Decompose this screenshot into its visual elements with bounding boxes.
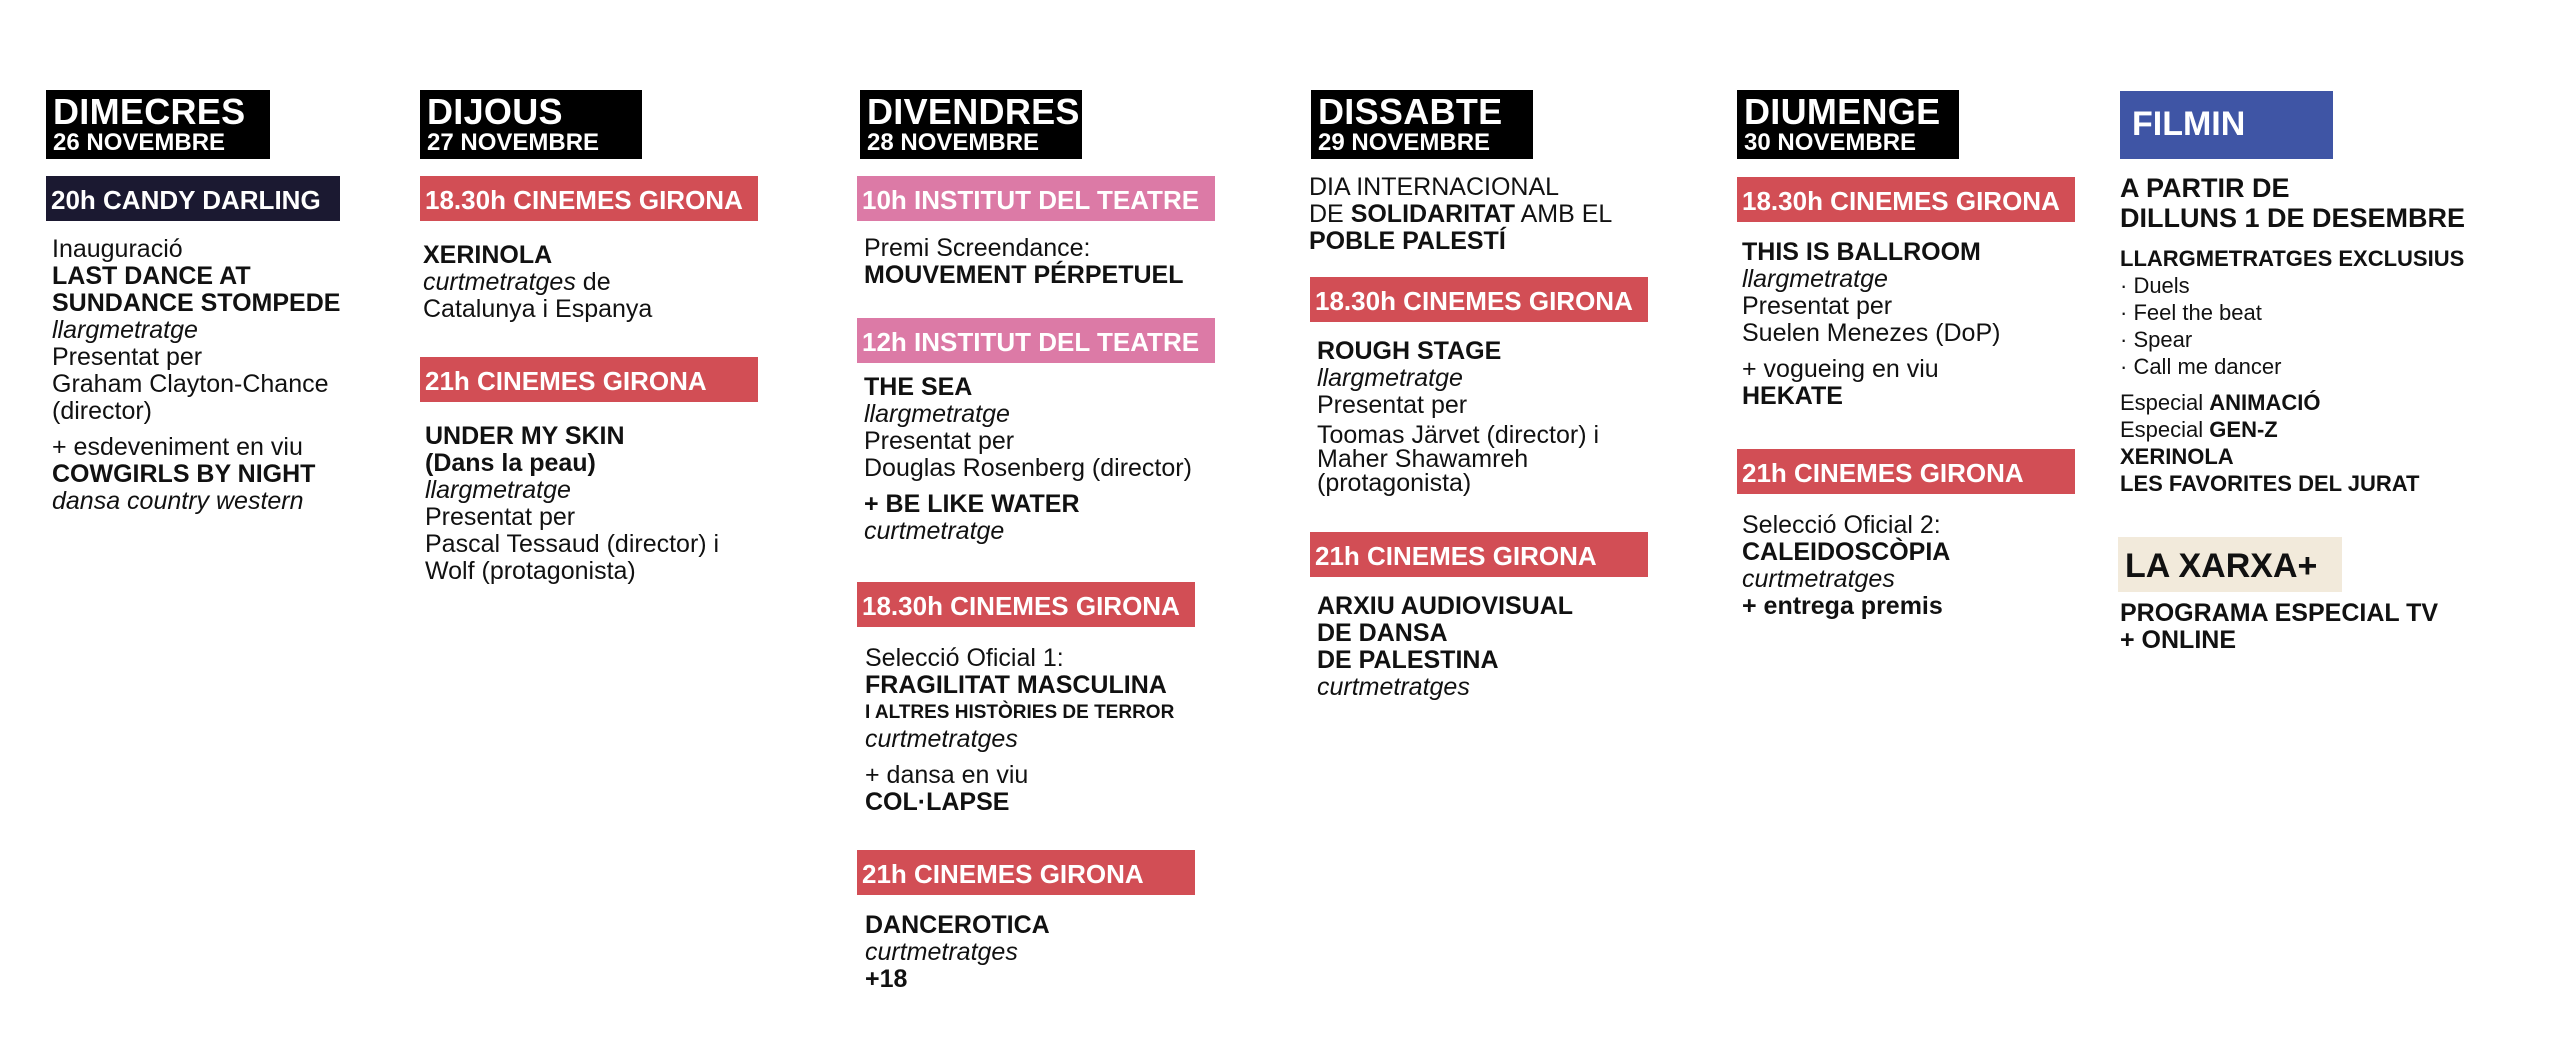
session-time-label: 10h INSTITUT DEL TEATRE	[862, 185, 1200, 215]
detail-line: + esdeveniment en viu	[52, 433, 303, 461]
session-venue-bar	[857, 176, 1215, 221]
film-format: curtmetratges	[865, 725, 1018, 753]
film-title: DANCEROTICA	[865, 911, 1050, 939]
day-date: 27 NOVEMBRE	[427, 129, 600, 156]
film-title: ROUGH STAGE	[1317, 337, 1502, 365]
intro-line: AMB EL	[1515, 200, 1613, 228]
day-name: DISSABTE	[1318, 91, 1503, 132]
filmin-date	[2120, 173, 2465, 233]
day-date: 30 NOVEMBRE	[1744, 129, 1917, 156]
filmin-film-item: · Duels	[2120, 273, 2190, 298]
day-date: 29 NOVEMBRE	[1318, 129, 1491, 156]
xarxa-line: + ONLINE	[2120, 626, 2236, 654]
session-venue-bar	[420, 357, 758, 402]
filmin-special-prefix: Especial	[2120, 390, 2210, 415]
filmin-extra: LES FAVORITES DEL JURAT	[2120, 471, 2420, 496]
intro-line: DIA INTERNACIONAL	[1309, 173, 1560, 201]
detail-line: Presentat per	[52, 343, 203, 371]
film-format: llargmetratge	[425, 476, 571, 504]
session-time-label: 18.30h CINEMES GIRONA	[1315, 286, 1633, 316]
session-details	[1742, 512, 1950, 620]
film-title: LAST DANCE AT	[52, 262, 251, 290]
session-time-label: 20h CANDY DARLING	[51, 185, 321, 215]
day-date: 26 NOVEMBRE	[53, 129, 226, 156]
detail-line: Premi Screendance:	[864, 234, 1091, 262]
session-details	[1317, 593, 1573, 701]
detail-line: Selecció Oficial 2:	[1742, 511, 1941, 539]
session-venue-bar	[857, 582, 1195, 627]
xarxa-details	[2120, 600, 2438, 654]
session-venue-bar	[420, 176, 758, 221]
film-subtitle: I ALTRES HISTÒRIES DE TERROR	[865, 702, 1175, 723]
intro-highlight: POBLE PALESTÍ	[1309, 227, 1506, 255]
film-title: XERINOLA	[423, 241, 553, 269]
detail-line: de	[575, 268, 611, 296]
event-title: HEKATE	[1742, 382, 1843, 410]
film-format: llargmetratge	[52, 316, 198, 344]
detail-line: (director)	[52, 397, 153, 425]
film-title: FRAGILITAT MASCULINA	[865, 671, 1167, 699]
detail-line: Suelen Menezes (DoP)	[1742, 319, 2001, 347]
detail-line: + vogueing en viu	[1742, 355, 1939, 383]
session-time-label: 18.30h CINEMES GIRONA	[1742, 186, 2060, 216]
detail-line: Graham Clayton-Chance	[52, 370, 329, 398]
day-column-dimecres	[46, 90, 270, 159]
session-venue-bar	[1310, 532, 1648, 577]
film-format: curtmetratge	[864, 517, 1005, 545]
session-time-label: 21h CINEMES GIRONA	[425, 366, 707, 396]
filmin-label-text: FILMIN	[2132, 105, 2246, 143]
film-title: (Dans la peau)	[425, 449, 596, 477]
detail-line: Presentat per	[864, 427, 1015, 455]
event-title: COL·LAPSE	[865, 788, 1010, 816]
film-title: THIS IS BALLROOM	[1742, 238, 1981, 266]
film-title: CALEIDOSCÒPIA	[1742, 538, 1951, 566]
day-column-dijous	[420, 90, 642, 159]
session-venue-bar	[857, 850, 1195, 895]
detail-line: + dansa en viu	[865, 761, 1029, 789]
event-title: COWGIRLS BY NIGHT	[52, 460, 316, 488]
film-format: curtmetratges	[1317, 673, 1470, 701]
film-format: llargmetratge	[1742, 265, 1888, 293]
session-time-label: 21h CINEMES GIRONA	[1742, 458, 2024, 488]
session-details	[425, 423, 719, 585]
detail-line: Inauguració	[52, 235, 183, 263]
day-header	[1311, 90, 1533, 159]
session-details	[865, 912, 1050, 993]
day-name: DIJOUS	[427, 91, 563, 132]
film-format: curtmetratges	[423, 268, 576, 296]
detail-line: Douglas Rosenberg (director)	[864, 454, 1192, 482]
session-time-label: 18.30h CINEMES GIRONA	[862, 591, 1180, 621]
detail-line: Pascal Tessaud (director) i	[425, 530, 720, 558]
filmin-extra: XERINOLA	[2120, 444, 2234, 469]
detail-line: Presentat per	[1742, 292, 1893, 320]
intro-line: DE	[1309, 200, 1351, 228]
detail-line: Catalunya i Espanya	[423, 295, 653, 323]
xarxa-label-text: LA XARXA+	[2125, 547, 2318, 585]
filmin-film-item: · Call me dancer	[2120, 354, 2282, 379]
session-details	[864, 235, 1183, 289]
session-details	[864, 374, 1192, 545]
intro-highlight: SOLIDARITAT	[1350, 200, 1516, 228]
film-format: curtmetratges	[1742, 565, 1895, 593]
day-header	[860, 90, 1082, 159]
film-format: llargmetratge	[864, 400, 1010, 428]
day-column-divendres	[860, 90, 1082, 159]
filmin-details	[2120, 245, 2464, 497]
film-title: DE PALESTINA	[1317, 646, 1499, 674]
film-title: DE DANSA	[1317, 619, 1448, 647]
event-title: + entrega premis	[1742, 592, 1943, 620]
filmin-film-item: · Feel the beat	[2120, 300, 2262, 325]
session-details	[52, 236, 340, 515]
age-rating: +18	[865, 965, 908, 993]
detail-line: Maher Shawamreh	[1317, 445, 1529, 473]
day-name: DIMECRES	[53, 91, 246, 132]
filmin-label	[2120, 91, 2333, 159]
filmin-special-prefix: Especial	[2120, 417, 2210, 442]
session-venue-bar	[46, 176, 340, 221]
day-name: DIVENDRES	[867, 91, 1080, 132]
session-time-label: 18.30h CINEMES GIRONA	[425, 185, 743, 215]
session-details	[423, 242, 652, 323]
film-title: THE SEA	[864, 373, 973, 401]
filmin-date-line: A PARTIR DE	[2120, 173, 2290, 203]
film-title: + BE LIKE WATER	[864, 490, 1080, 518]
film-title: UNDER MY SKIN	[425, 422, 625, 450]
session-details	[865, 645, 1174, 816]
day-column-diumenge	[1737, 90, 1959, 159]
filmin-exclusive-title: LLARGMETRATGES EXCLUSIUS	[2120, 246, 2465, 271]
film-title: SUNDANCE STOMPEDE	[52, 289, 341, 317]
session-time-label: 21h CINEMES GIRONA	[862, 859, 1144, 889]
day-header	[420, 90, 642, 159]
session-venue-bar	[1737, 177, 2075, 222]
event-format: dansa country western	[52, 487, 304, 515]
filmin-special-name: GEN-Z	[2209, 417, 2278, 442]
film-format: curtmetratges	[865, 938, 1018, 966]
film-format: llargmetratge	[1317, 364, 1463, 392]
detail-line: Wolf (protagonista)	[425, 557, 636, 585]
session-details	[1742, 239, 2000, 410]
session-venue-bar	[1310, 277, 1648, 322]
filmin-date-line: DILLUNS 1 DE DESEMBRE	[2120, 203, 2466, 233]
day-date: 28 NOVEMBRE	[867, 129, 1040, 156]
film-title: MOUVEMENT PÉRPETUEL	[864, 261, 1184, 289]
session-venue-bar	[1737, 449, 2075, 494]
detail-line: Presentat per	[425, 503, 576, 531]
day-header	[1737, 90, 1959, 159]
session-details	[1317, 338, 1599, 495]
session-venue-bar	[857, 318, 1215, 363]
session-time-label: 12h INSTITUT DEL TEATRE	[862, 327, 1200, 357]
xarxa-line: PROGRAMA ESPECIAL TV	[2120, 599, 2439, 627]
detail-line: Toomas Järvet (director) i	[1317, 421, 1600, 449]
film-title: ARXIU AUDIOVISUAL	[1317, 592, 1574, 620]
filmin-special-name: ANIMACIÓ	[2209, 390, 2321, 415]
xarxa-label	[2118, 537, 2342, 592]
session-time-label: 21h CINEMES GIRONA	[1315, 541, 1597, 571]
filmin-film-item: · Spear	[2120, 327, 2193, 352]
day-name: DIUMENGE	[1744, 91, 1941, 132]
detail-line: Presentat per	[1317, 391, 1468, 419]
day-column-dissabte	[1311, 90, 1533, 159]
detail-line: (protagonista)	[1317, 469, 1472, 497]
detail-line: Selecció Oficial 1:	[865, 644, 1064, 672]
day-intro	[1309, 174, 1612, 255]
day-header	[46, 90, 270, 159]
